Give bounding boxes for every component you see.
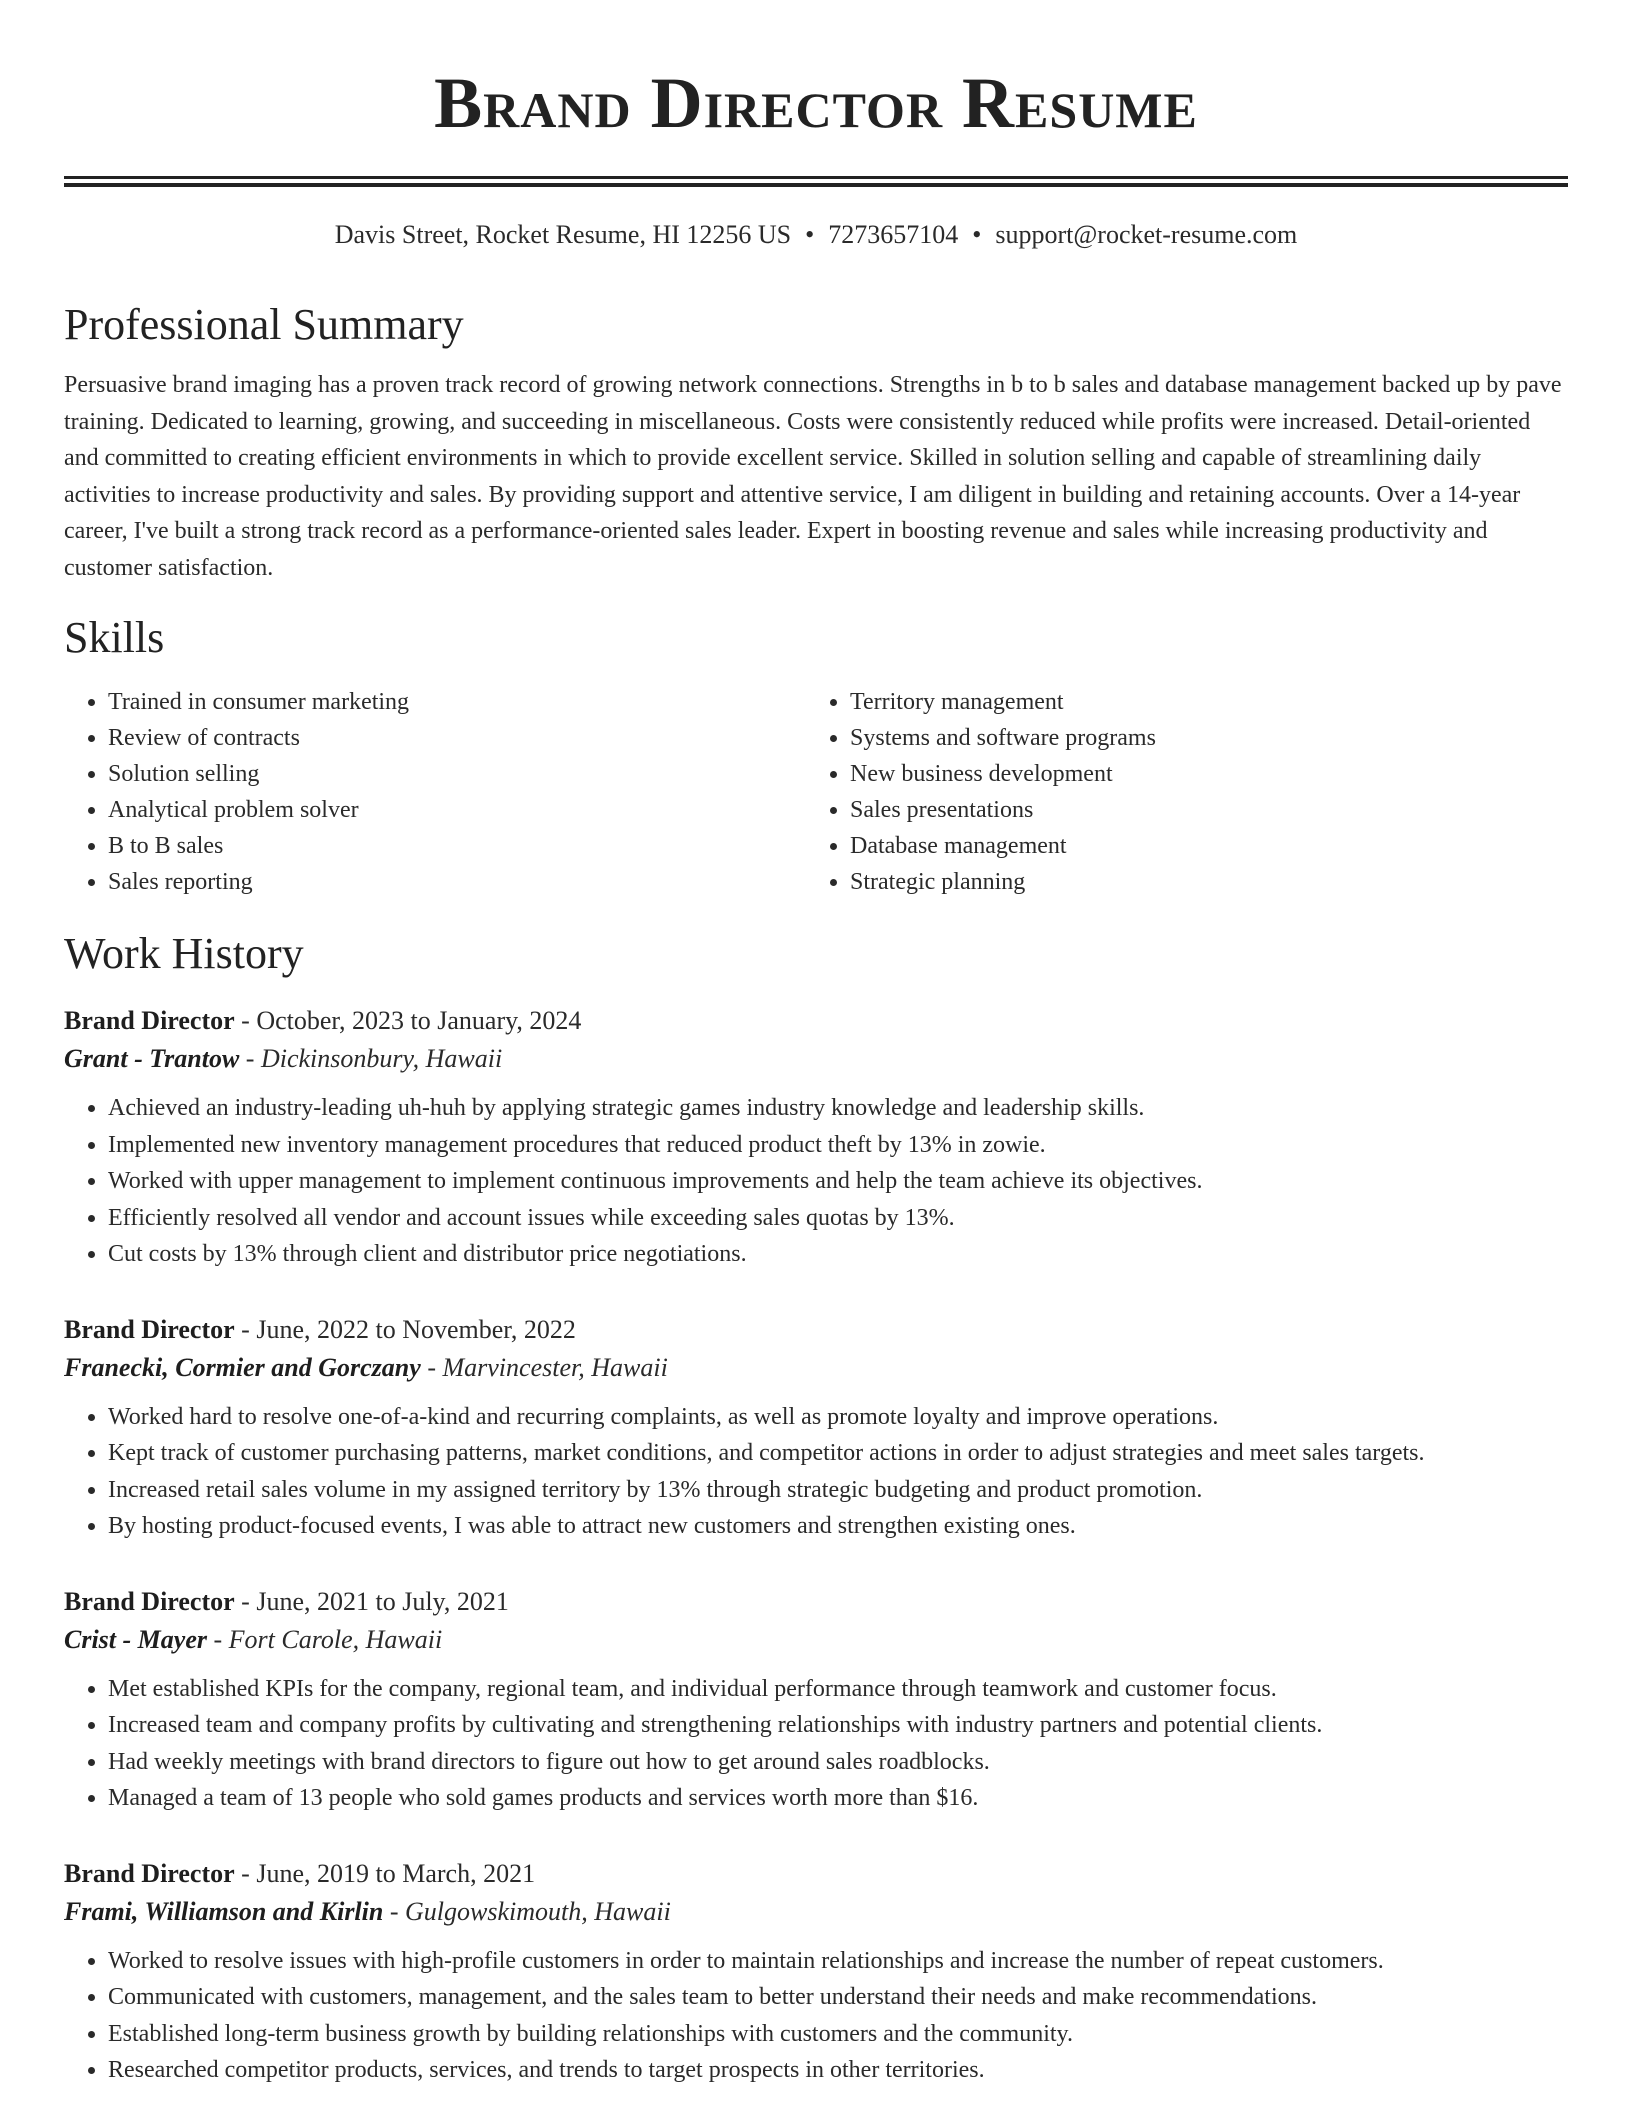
skill-item: • Review of contracts <box>108 720 806 756</box>
job-dates: June, 2022 to November, 2022 <box>256 1314 576 1344</box>
job-entry <box>64 1583 1568 1817</box>
job-bullet: • Increased team and company profits by cultivating and strengthening relationships with industry partners and potential clients. <box>108 1707 1568 1744</box>
contact-address: Davis Street, Rocket Resume, HI 12256 US <box>334 220 792 249</box>
job-bullet: • Communicated with customers, management, and the sales team to better understand their needs and make recommendations. <box>108 1979 1568 2016</box>
job-dates: June, 2019 to March, 2021 <box>256 1858 536 1888</box>
skill-item: • Analytical problem solver <box>108 792 806 828</box>
job-bullet: • Worked hard to resolve one-of-a-kind and recurring complaints, as well as promote loyalty and improve operations. <box>108 1399 1568 1436</box>
page-title: Brand Director Resume <box>434 63 1198 143</box>
job-company: Franecki, Cormier and Gorczany <box>64 1352 421 1382</box>
skill-item: • Sales reporting <box>108 864 806 900</box>
job-title-line: Brand Director - June, 2022 to November, 2022 <box>64 1314 576 1344</box>
job-bullets <box>64 1090 1568 1273</box>
job-company: Frami, Williamson and Kirlin <box>64 1896 384 1926</box>
job-entry <box>64 1855 1568 2089</box>
job-company-line: Grant - Trantow - Dickinsonbury, Hawaii <box>64 1044 503 1073</box>
job-dates: June, 2021 to July, 2021 <box>256 1586 509 1616</box>
skill-item: • Trained in consumer marketing <box>108 684 806 720</box>
skill-item: • B to B sales <box>108 828 806 864</box>
job-title-line: Brand Director - June, 2019 to March, 2021 <box>64 1858 536 1888</box>
skill-item: • Systems and software programs <box>850 720 1548 756</box>
job-company-line: Frami, Williamson and Kirlin - Gulgowskimouth, Hawaii <box>64 1896 671 1926</box>
skills-heading: Skills <box>64 613 165 662</box>
skill-item: • New business development <box>850 756 1548 792</box>
job-bullet: • Implemented new inventory management procedures that reduced product theft by 13% in zowie. <box>108 1127 1568 1164</box>
job-bullet: • Efficiently resolved all vendor and account issues while exceeding sales quotas by 13%. <box>108 1200 1568 1237</box>
job-company: Crist - Mayer <box>64 1624 207 1654</box>
job-bullet: • Kept track of customer purchasing patterns, market conditions, and competitor actions in order to adjust strategies and meet sales targets. <box>108 1435 1568 1472</box>
job-bullets <box>64 1671 1568 1817</box>
job-title-line: Brand Director - June, 2021 to July, 2021 <box>64 1586 509 1616</box>
job-bullets <box>64 1399 1568 1545</box>
job-entry <box>64 1311 1568 1545</box>
contact-phone: 7273657104 <box>828 220 959 249</box>
skills-column-right <box>806 684 1548 900</box>
job-location: Marvincester, Hawaii <box>442 1352 668 1382</box>
summary-heading: Professional Summary <box>64 300 464 349</box>
job-bullet: • Met established KPIs for the company, regional team, and individual performance through teamwork and customer focus. <box>108 1671 1568 1708</box>
job-location: Fort Carole, Hawaii <box>228 1624 443 1654</box>
job-bullet: • Achieved an industry-leading uh-huh by applying strategic games industry knowledge and leadership skills. <box>108 1090 1568 1127</box>
summary-text: Persuasive brand imaging has a proven track record of growing network connections. Strengths in b to b sales and database management backed up by pave training. Dedicated to learning, growing, and succeeding in miscellaneous. Costs were consistently reduced while profits were increased. Detail-oriented and committed to creating efficient environments in which to provide excellent service. Skilled in solution selling and capable of streamlining daily activities to increase productivity and sales. By providing support and attentive service, I am diligent in building and retaining accounts. Over a 14-year career, I've built a strong track record as a performance-oriented sales leader. Expert in boosting revenue and sales while increasing productivity and customer satisfaction. <box>64 372 1562 581</box>
work-history-heading: Work History <box>64 929 304 978</box>
skill-item: • Database management <box>850 828 1548 864</box>
job-bullet: • Had weekly meetings with brand directors to figure out how to get around sales roadblocks. <box>108 1744 1568 1781</box>
title-divider <box>64 176 1568 187</box>
skill-item: • Strategic planning <box>850 864 1548 900</box>
job-bullet: • Worked to resolve issues with high-profile customers in order to maintain relationships and increase the number of repeat customers. <box>108 1943 1568 1980</box>
job-bullets <box>64 1943 1568 2089</box>
job-bullet: • Increased retail sales volume in my assigned territory by 13% through strategic budgeting and product promotion. <box>108 1472 1568 1509</box>
job-bullet: • By hosting product-focused events, I was able to attract new customers and strengthen existing ones. <box>108 1508 1568 1545</box>
contact-email: support@rocket-resume.com <box>995 220 1298 249</box>
skills-list <box>64 684 1568 900</box>
job-entry <box>64 1002 1568 1273</box>
job-dates: October, 2023 to January, 2024 <box>256 1006 582 1035</box>
contact-separator: • <box>972 220 982 249</box>
job-bullet: • Managed a team of 13 people who sold games products and services worth more than $16. <box>108 1780 1568 1817</box>
job-bullet: • Researched competitor products, services, and trends to target prospects in other territories. <box>108 2052 1568 2089</box>
job-title: Brand Director <box>64 1314 235 1344</box>
job-company: Grant - Trantow <box>64 1044 240 1073</box>
job-title: Brand Director <box>64 1586 235 1616</box>
skills-column-left <box>64 684 806 900</box>
job-bullet: • Cut costs by 13% through client and distributor price negotiations. <box>108 1236 1568 1273</box>
job-location: Dickinsonbury, Hawaii <box>260 1044 503 1073</box>
job-company-line: Franecki, Cormier and Gorczany - Marvincester, Hawaii <box>64 1352 668 1382</box>
job-title: Brand Director <box>64 1858 235 1888</box>
skill-item: • Sales presentations <box>850 792 1548 828</box>
contact-separator: • <box>805 220 815 249</box>
contact-line <box>64 217 1568 253</box>
job-title-line: Brand Director - October, 2023 to January, 2024 <box>64 1006 582 1035</box>
job-bullet: • Established long-term business growth by building relationships with customers and the community. <box>108 2016 1568 2053</box>
skill-item: • Territory management <box>850 684 1548 720</box>
job-company-line: Crist - Mayer - Fort Carole, Hawaii <box>64 1624 443 1654</box>
job-bullet: • Worked with upper management to implement continuous improvements and help the team achieve its objectives. <box>108 1163 1568 1200</box>
job-location: Gulgowskimouth, Hawaii <box>405 1896 671 1926</box>
job-title: Brand Director <box>64 1006 235 1035</box>
skill-item: • Solution selling <box>108 756 806 792</box>
